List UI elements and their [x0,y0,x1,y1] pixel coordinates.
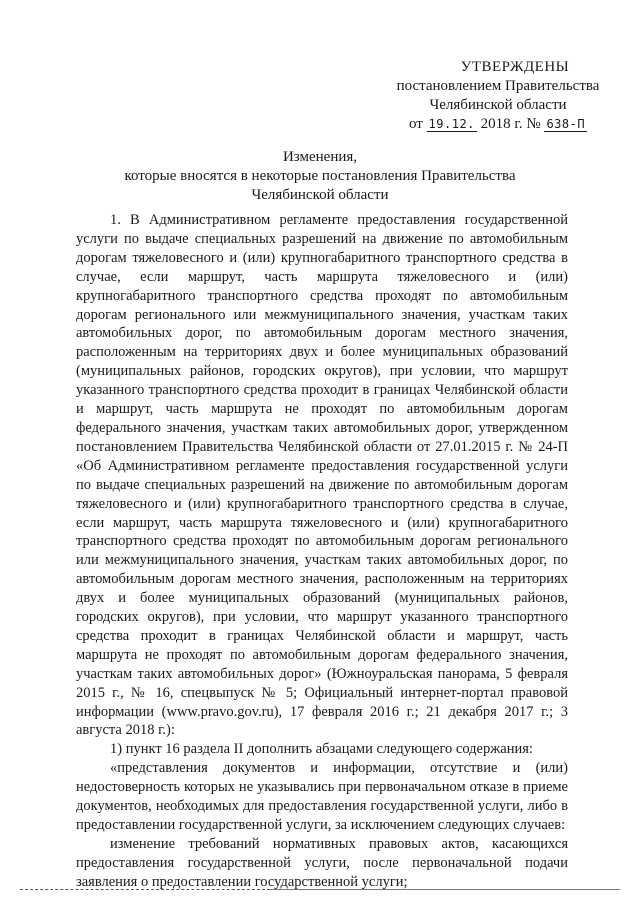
footer-divider [20,889,270,890]
paragraph-2: 1) пункт 16 раздела II дополнить абзацами следующего содержания: [110,741,533,758]
title-line-2: которые вносятся в некоторые постановления Правительства [124,168,516,184]
year-text: 2018 г. № [480,116,541,132]
document-body [76,211,568,892]
approval-date-line [378,115,618,134]
approval-line-1: постановлением Правительства [396,78,600,94]
paragraph-1: 1. В Административном регламенте предоставления государственной услуги по выдаче специальных разрешений на движение по автомобильным дорогам тяжеловесного и (или) крупногабаритного транспортного средства в случае, если маршрут, часть маршрута тяжеловесного и (или) крупногабаритного транспортного средства проходят по автомобильным дорогам регионального или межмуниципального значения, участкам таких автомобильных дорог, по автомобильным дорогам местного значения, расположенным на территориях двух и более муниципальных образований (муниципальных районов, городских округов), при условии, что маршрут указанного транспортного средства проходит в границах Челябинской области и маршрут, часть маршрута не проходят по автомобильным дорогам федерального значения, участкам таких автомобильных дорог, утвержденном постановлением Правительства Челябинской области от 27.01.2015 г. № 24-П «Об Административном регламенте предоставления государственной услуги по выдаче специальных разрешений на движение по автомобильным дорогам тяжеловесного и (или) крупногабаритного транспортного средства в случае, если маршрут, часть маршрута тяжеловесного и (или) крупногабаритного транспортного средства проходят по автомобильным дорогам регионального или межмуниципального значения, участкам таких автомобильных дорог, по автомобильным дорогам местного значения, расположенным на территориях двух и более муниципальных образований (муниципальных районов, городских округов), при условии, что маршрут указанного транспортного средства проходит в границах Челябинской области и маршрут, часть маршрута не проходят по автомобильным дорогам федерального значения, участкам таких автомобильных дорог» (Южноуральская панорама, 5 февраля 2015 г., № 16, спецвыпуск № 5; Официальный интернет-портал правовой информации (www.pravo.gov.ru), 17 февраля 2016 г.; 21 декабря 2017 г.; 3 августа 2018 г.): [76,212,568,739]
paragraph-4: изменение требований нормативных правовых актов, касающихся предоставления государственной услуги, после первоначальной подачи заявления о предоставлении государственной услуги; [76,835,568,890]
footer-divider-right [270,889,620,890]
approval-block [378,58,618,134]
paragraph-3: «представления документов и информации, отсутствие и (или) недостоверность которых не указывались при первоначальном отказе в приеме документов, необходимых для предоставления государственной услуги, либо в предоставлении государственной услуги, за исключением следующих случаев: [76,760,568,833]
document-title [80,148,560,205]
title-line-1: Изменения, [282,149,358,165]
document-number: 638-П [546,117,586,131]
date-prefix: от [408,116,423,132]
date-value: 19.12. [428,117,475,131]
title-line-3: Челябинской области [251,187,389,203]
approval-heading: УТВЕРЖДЕНЫ [460,59,570,75]
approval-line-2: Челябинской области [429,97,567,113]
